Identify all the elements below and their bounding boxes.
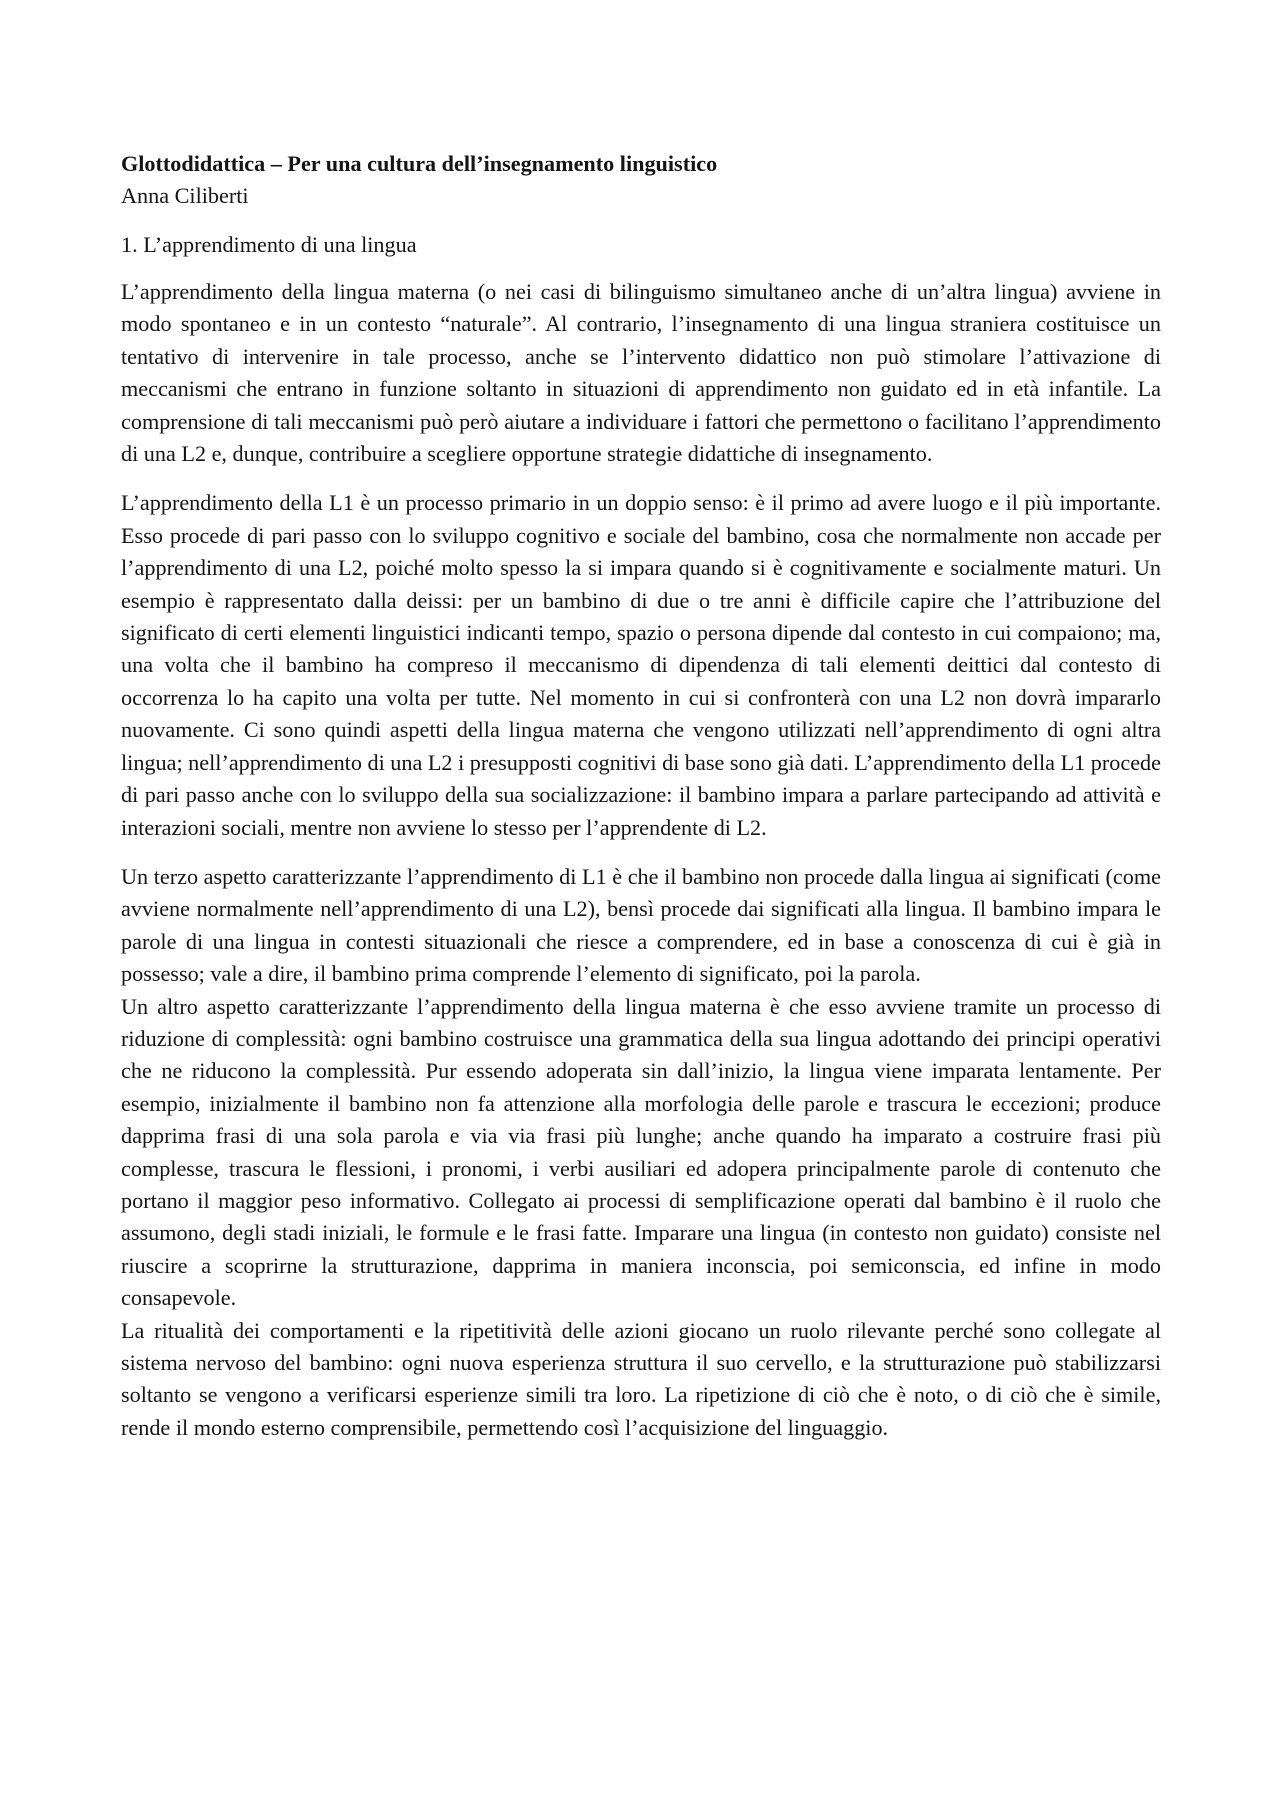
paragraph-5: La ritualità dei comportamenti e la ripetitività delle azioni giocano un ruolo rilevante perché sono collegate al sistema nervoso del bambino: ogni nuova esperienza struttura il suo cervello, e la strutturazione può stabilizzarsi soltanto se vengono a verificarsi esperienze simili tra loro. La ripetizione di ciò che è noto, o di ciò che è simile, rende il mondo esterno comprensibile, permettendo così l’acquisizione del linguaggio. (121, 1317, 1161, 1440)
document-author: Anna Ciliberti (121, 183, 249, 208)
paragraph-3: Un terzo aspetto caratterizzante l’apprendimento di L1 è che il bambino non procede dalla lingua ai significati (come avviene normalmente nell’apprendimento di una L2), bensì procede dai significati alla lingua. Il bambino impara le parole di una lingua in contesti situazionali che riesce a comprendere, ed in base a conoscenza di cui è già in possesso; vale a dire, il bambino prima comprende l’elemento di significato, poi la parola. (121, 863, 1161, 987)
section-heading: 1. L’apprendimento di una lingua (121, 232, 417, 257)
document-page (121, 148, 1161, 1444)
paragraph-2: L’apprendimento della L1 è un processo primario in un doppio senso: è il primo ad avere luogo e il più importante. Esso procede di pari passo con lo sviluppo cognitivo e sociale del bambino, cosa che normalmente non accade per l’apprendimento di una L2, poiché molto spesso la si impara quando si è cognitivamente e socialmente maturi. Un esempio è rappresentato dalla deissi: per un bambino di due o tre anni è difficile capire che l’attribuzione del significato di certi elementi linguistici indicanti tempo, spazio o persona dipende dal contesto in cui compaiono; ma, una volta che il bambino ha compreso il meccanismo di dipendenza di tali elementi deittici dal contesto di occorrenza lo ha capito una volta per tutte. Nel momento in cui si confronterà con una L2 non dovrà impararlo nuovamente. Ci sono quindi aspetti della lingua materna che vengono utilizzati nell’apprendimento di ogni altra lingua; nell’apprendimento di una L2 i presupposti cognitivi di base sono già dati. L’apprendimento della L1 procede di pari passo anche con lo sviluppo della sua socializzazione: il bambino impara a parlare partecipando ad attività e interazioni sociali, mentre non avviene lo stesso per l’apprendente di L2. (121, 490, 1161, 840)
paragraph-4: Un altro aspetto caratterizzante l’apprendimento della lingua materna è che esso avviene tramite un processo di riduzione di complessità: ogni bambino costruisce una grammatica della sua lingua adottando dei principi operativi che ne riducono la complessità. Pur essendo adoperata sin dall’inizio, la lingua viene imparata lentamente. Per esempio, inizialmente il bambino non fa attenzione alla morfologia delle parole e trascura le eccezioni; produce dapprima frasi di una sola parola e via via frasi più lunghe; anche quando ha imparato a costruire frasi più complesse, trascura le flessioni, i pronomi, i verbi ausiliari ed adopera principalmente parole di contenuto che portano il maggior peso informativo. Collegato ai processi di semplificazione operati dal bambino è il ruolo che assumono, degli stadi iniziali, le formule e le frasi fatte. Imparare una lingua (in contesto non guidato) consiste nel riuscire a scoprirne la strutturazione, dapprima in maniera inconscia, poi semiconscia, ed infine in modo consapevole. (121, 993, 1161, 1311)
paragraph-1: L’apprendimento della lingua materna (o nei casi di bilinguismo simultaneo anche di un’altra lingua) avviene in modo spontaneo e in un contesto “naturale”. Al contrario, l’insegnamento di una lingua straniera costituisce un tentativo di intervenire in tale processo, anche se l’intervento didattico non può stimolare l’attivazione di meccanismi che entrano in funzione soltanto in situazioni di apprendimento non guidato ed in età infantile. La comprensione di tali meccanismi può però aiutare a individuare i fattori che permettono o facilitano l’apprendimento di una L2 e, dunque, contribuire a scegliere opportune strategie didattiche di insegnamento. (121, 279, 1161, 467)
document-title: Glottodidattica – Per una cultura dell’insegnamento linguistico (121, 151, 718, 176)
